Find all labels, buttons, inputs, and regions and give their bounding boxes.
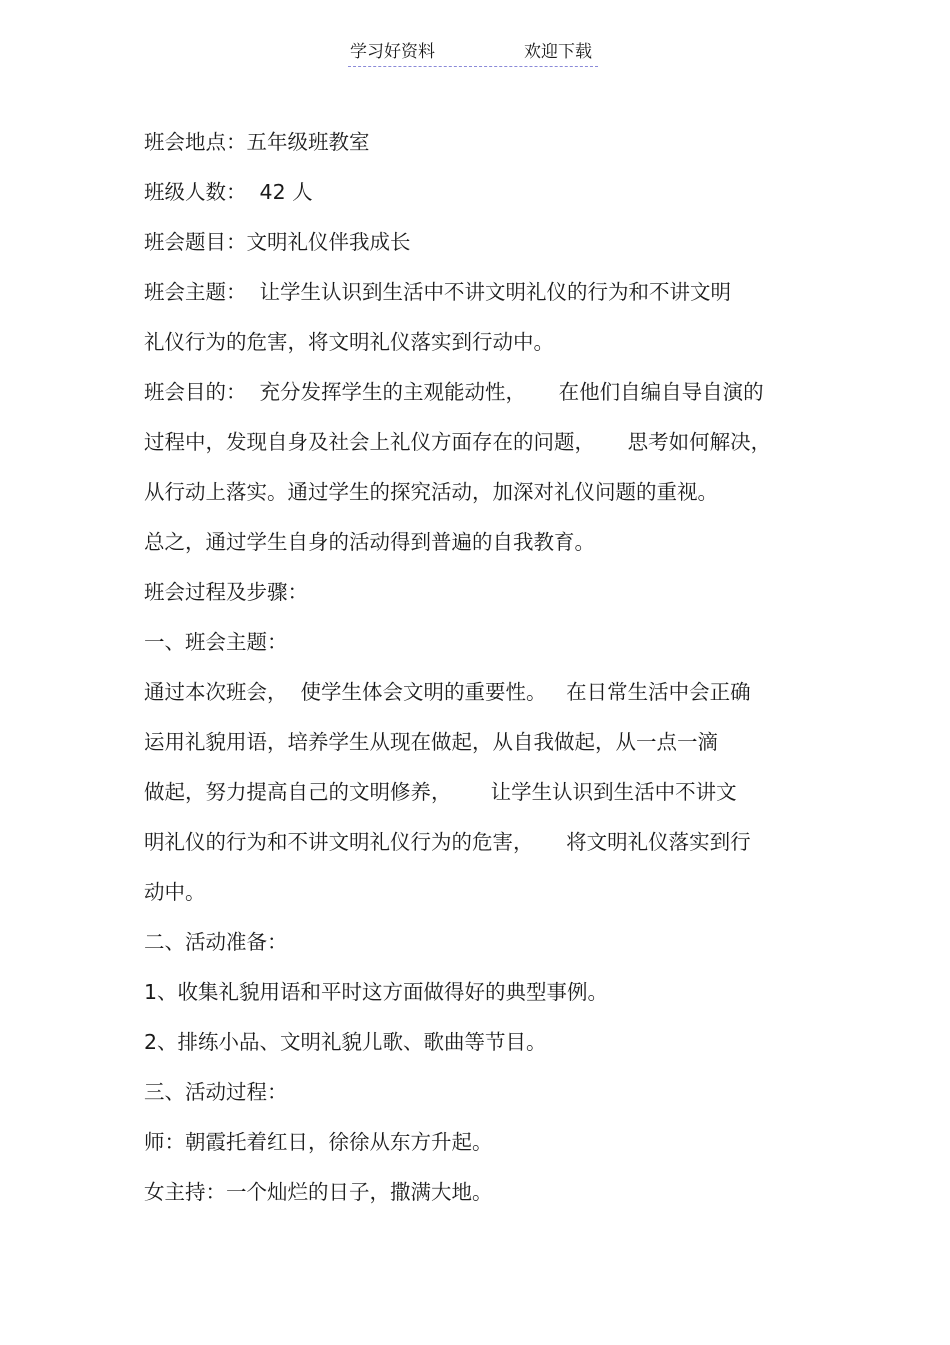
- section-heading: 一、班会主题：: [144, 630, 288, 654]
- header-left-text: 学习好资料: [350, 42, 435, 62]
- text-line: 班会地点：五年级班教室: [144, 130, 370, 154]
- text-line: 总之，通过学生自身的活动得到普遍的自我教育。: [144, 530, 595, 554]
- dialogue-line: 女主持：一个灿烂的日子，撒满大地。: [144, 1180, 493, 1204]
- text-line: 礼仪行为的危害，将文明礼仪落实到行动中。: [144, 330, 554, 354]
- text-line: 从行动上落实。通过学生的探究活动，加深对礼仪问题的重视。: [144, 480, 718, 504]
- section-heading: 班会过程及步骤：: [144, 580, 308, 604]
- section-heading: 二、活动准备：: [144, 930, 288, 954]
- text-line: 通过本次班会， 使学生体会文明的重要性。 在日常生活中会正确: [144, 680, 751, 704]
- text-line: 动中。: [144, 880, 206, 904]
- text-line: 班会题目：文明礼仪伴我成长: [144, 230, 411, 254]
- text-line: 班会目的： 充分发挥学生的主观能动性， 在他们自编自导自演的: [144, 380, 764, 404]
- list-item: 1、收集礼貌用语和平时这方面做得好的典型事例。: [144, 980, 609, 1004]
- text-line: 班级人数： 42 人: [144, 180, 313, 204]
- list-item: 2、排练小品、文明礼貌儿歌、歌曲等节目。: [144, 1030, 547, 1054]
- header-right-text: 欢迎下载: [524, 42, 592, 62]
- text-line: 运用礼貌用语，培养学生从现在做起，从自我做起，从一点一滴: [144, 730, 718, 754]
- text-line: 过程中，发现自身及社会上礼仪方面存在的问题， 思考如何解决，: [144, 430, 772, 454]
- section-heading: 三、活动过程：: [144, 1080, 288, 1104]
- text-line: 做起，努力提高自己的文明修养， 让学生认识到生活中不讲文: [144, 780, 737, 804]
- page-header: [348, 40, 598, 67]
- text-line: 明礼仪的行为和不讲文明礼仪行为的危害， 将文明礼仪落实到行: [144, 830, 751, 854]
- text-line: 班会主题： 让学生认识到生活中不讲文明礼仪的行为和不讲文明: [144, 280, 732, 304]
- dialogue-line: 师：朝霞托着红日，徐徐从东方升起。: [144, 1130, 493, 1154]
